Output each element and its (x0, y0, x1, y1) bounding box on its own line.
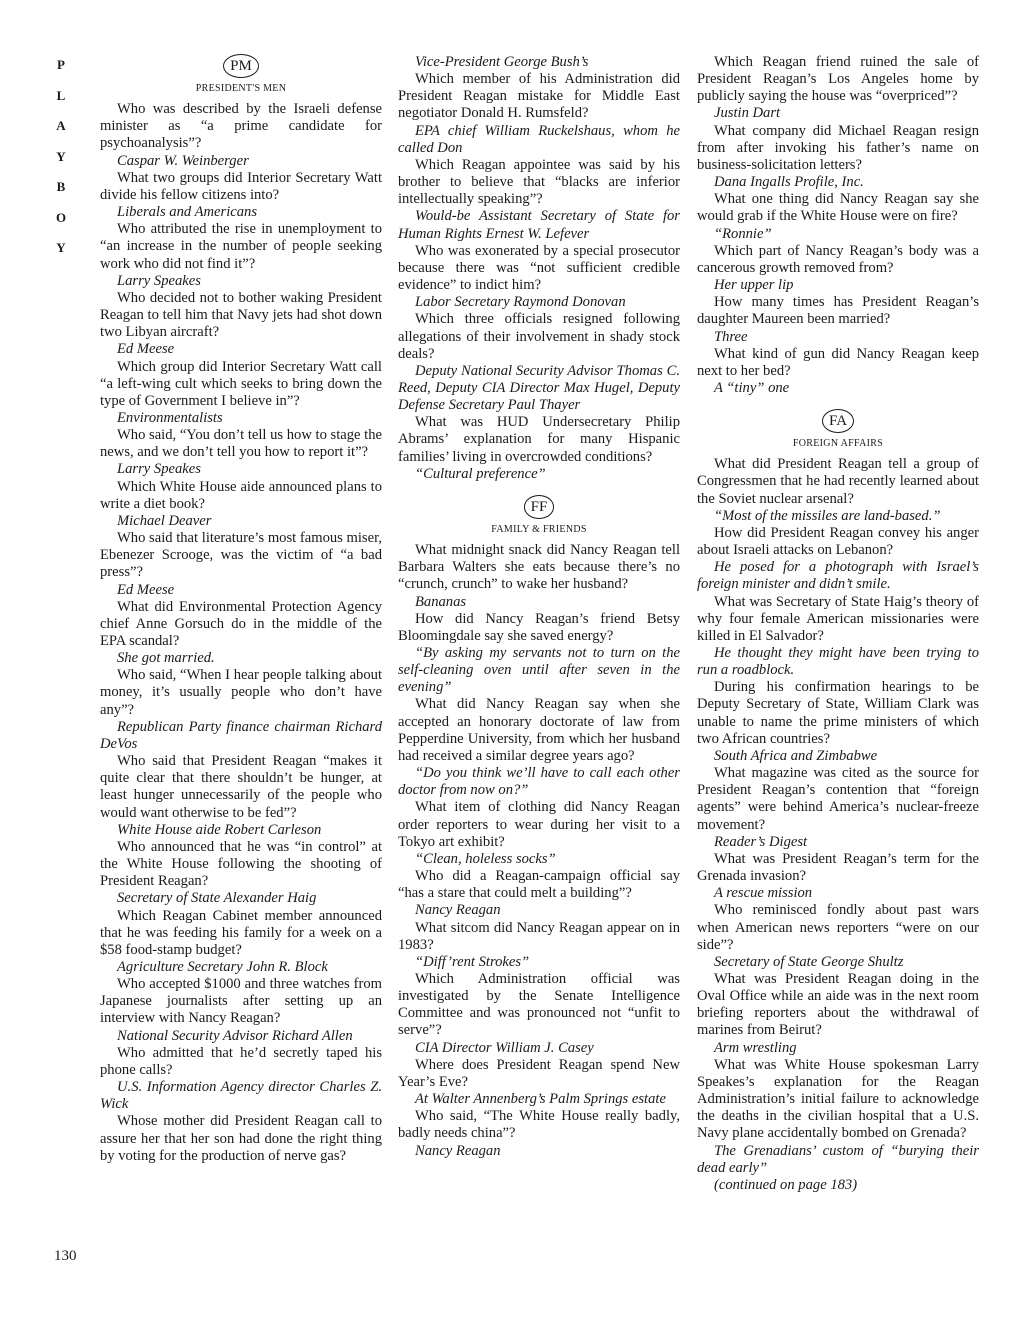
section-label: FAMILY & FRIENDS (491, 523, 587, 535)
answer-text: Michael Deaver (117, 512, 212, 529)
magazine-letter: P (57, 57, 65, 72)
answer-text: Caspar W. Weinberger (117, 152, 249, 169)
magazine-name-vertical (54, 50, 68, 264)
question-text: Who attributed the rise in unemployment to “an increase in the number of people seeking work who did not find it”? (100, 221, 382, 272)
answer-text: Larry Speakes (117, 272, 201, 289)
question-text: What sitcom did Nancy Reagan appear on in 1983? (398, 919, 680, 953)
answer-text: She got married. (117, 650, 215, 667)
answer-text: “Clean, holeless socks” (415, 850, 556, 867)
column-2 (398, 54, 680, 1160)
qa-list (398, 54, 680, 483)
question-text: Which Reagan Cabinet member announced that he was feeding his family for a week on a $58 food-stamp budget? (100, 907, 382, 958)
answer-text: CIA Director William J. Casey (415, 1039, 594, 1056)
answer-text: “Diff’rent Strokes” (415, 953, 530, 970)
answer-text: Arm wrestling (714, 1039, 797, 1056)
question-text: What magazine was cited as the source for President Reagan’s contention that “foreign agents” were behind America’s nuclear-freeze movement? (697, 765, 979, 833)
magazine-letter: O (55, 209, 67, 225)
qa-list (697, 456, 979, 1177)
section-badge: FA (822, 409, 854, 433)
question-text: How did President Reagan convey his anger about Israeli attacks on Lebanon? (697, 524, 979, 559)
question-text: What two groups did Interior Secretary Watt divide his fellow citizens into? (100, 169, 382, 203)
continued-note: (continued on page 183) (714, 1176, 858, 1193)
column-1 (100, 54, 382, 1165)
question-text: Who was described by the Israeli defense minister as “a prime candidate for psychoanalysis”? (100, 101, 382, 152)
magazine-letter: Y (56, 240, 66, 255)
magazine-letter: Y (56, 148, 66, 164)
question-text: Whose mother did President Reagan call to assure her that her son had done the right thing by voting for the production of nerve gas? (100, 1113, 382, 1164)
question-text: What company did Michael Reagan resign from after invoking his father’s name on business-solicitation letters? (697, 122, 979, 173)
page-number: 130 (54, 1248, 77, 1264)
question-text: What did Nancy Reagan say when she accepted an honorary doctorate of law from Pepperdine University, from which her husband had received a similar degree years ago? (398, 696, 680, 764)
answer-text: “By asking my servants not to turn on the self-cleaning oven until after seven in the evening” (398, 645, 680, 696)
question-text: Who accepted $1000 and three watches from Japanese journalists after setting up an interview with Nancy Reagan? (100, 976, 382, 1027)
section-badge: FF (524, 495, 555, 519)
question-text: What item of clothing did Nancy Reagan order reporters to wear during her visit to a Tokyo art exhibit? (398, 799, 680, 850)
answer-text: Justin Dart (714, 105, 781, 122)
magazine-letter: A (56, 118, 66, 133)
question-text: Which group did Interior Secretary Watt call “a left-wing cult which seeks to bring down the type of Government I believe in”? (100, 358, 382, 409)
question-text: Which Administration official was investigated by the Senate Intelligence Committee and was pronounced not “unfit to serve”? (398, 970, 680, 1039)
question-text: Who said, “When I hear people talking about money, it’s usually people who don’t have any”? (100, 667, 382, 718)
question-text: What was HUD Undersecretary Philip Abrams’ explanation for many Hispanic families’ living in overcrowded conditions? (398, 414, 680, 465)
answer-text: “Do you think we’ll have to call each other doctor from now on?” (398, 765, 680, 799)
question-text: Which White House aide announced plans to write a diet book? (100, 478, 382, 512)
column-3 (697, 54, 979, 1194)
magazine-letter: B (56, 179, 66, 194)
answer-text: Larry Speakes (117, 461, 201, 478)
question-text: Which part of Nancy Reagan’s body was a cancerous growth removed from? (697, 242, 979, 276)
answer-text: Bananas (415, 593, 467, 610)
answer-text: “Ronnie” (714, 225, 772, 242)
answer-text: Would-be Assistant Secretary of State for Human Rights Ernest W. Lefever (398, 208, 680, 242)
answer-text: “Most of the missiles are land-based.” (714, 507, 941, 524)
answer-text: The Grenadians’ custom of “burying their dead early” (697, 1142, 979, 1176)
answer-text: EPA chief William Ruckelshaus, whom he called Don (398, 122, 680, 156)
question-text: What was President Reagan doing in the Oval Office while an aide was in the next room briefing reporters about the withdrawal of marines from Beirut? (697, 970, 979, 1039)
answer-text: Republican Party finance chairman Richard DeVos (100, 718, 382, 752)
section-label: FOREIGN AFFAIRS (792, 438, 884, 450)
answer-text: Ed Meese (117, 341, 175, 358)
question-text: Who did a Reagan-campaign official say “has a stare that could melt a building”? (398, 868, 680, 902)
question-text: What was Secretary of State Haig’s theory of why four female American missionaries were killed in El Salvador? (697, 593, 979, 644)
question-text: What kind of gun did Nancy Reagan keep next to her bed? (697, 345, 979, 379)
answer-text: White House aide Robert Carleson (117, 821, 322, 838)
answer-text: “Cultural preference” (415, 465, 546, 482)
answer-text: U.S. Information Agency director Charles Z. Wick (100, 1079, 382, 1113)
question-text: Who reminisced fondly about past wars when American news reporters “were on our side”? (697, 902, 979, 953)
answer-text: National Security Advisor Richard Allen (117, 1027, 353, 1044)
answer-text: Dana Ingalls Profile, Inc. (714, 174, 864, 191)
question-text: What midnight snack did Nancy Reagan tell Barbara Walters she eats because there’s no “crunch, crunch” to wake her husband? (398, 542, 680, 593)
question-text: How many times has President Reagan’s daughter Maureen been married? (697, 294, 979, 328)
answer-text: He thought they might have been trying to run a roadblock. (697, 645, 979, 679)
answer-text: Nancy Reagan (415, 902, 501, 919)
question-text: Which Reagan friend ruined the sale of President Reagan’s Los Angeles home by publicly saying the house was “overpriced”? (697, 54, 979, 105)
answer-text: Her upper lip (714, 277, 794, 294)
question-text: Who admitted that he’d secretly taped his phone calls? (100, 1044, 382, 1078)
question-text: What one thing did Nancy Reagan say she would grab if the White House were on fire? (697, 191, 979, 225)
qa-list (697, 54, 979, 397)
answer-text: Secretary of State Alexander Haig (117, 890, 317, 907)
question-text: What was White House spokesman Larry Speakes’s explanation for the Reagan Administration’s initial failure to acknowledge the deaths in the civilian hospital that a U.S. Navy plane accidentally bombed on Grenada? (697, 1056, 979, 1142)
answer-text: At Walter Annenberg’s Palm Springs estate (415, 1091, 666, 1108)
question-text: Who said that literature’s most famous miser, Ebenezer Scrooge, was the victim of “a bad press”? (100, 530, 382, 581)
question-text: How did Nancy Reagan’s friend Betsy Bloomingdale say she saved energy? (398, 610, 680, 644)
section-header-family-friends (398, 495, 680, 538)
question-text: Which Reagan appointee was said by his brother to believe that “blacks are inferior intellectually speaking”? (398, 156, 680, 208)
answer-text: A “tiny” one (714, 379, 790, 396)
answer-text: Labor Secretary Raymond Donovan (415, 294, 626, 311)
qa-list (398, 542, 680, 1160)
question-text: During his confirmation hearings to be Deputy Secretary of State, William Clark was unable to name the prime ministers of which two African countries? (697, 679, 979, 747)
answer-text: Secretary of State George Shultz (714, 953, 904, 970)
answer-text: Reader’s Digest (714, 833, 808, 850)
magazine-letter: L (56, 87, 66, 103)
question-text: Who said that President Reagan “makes it quite clear that there shouldn’t be hunger, at least hunger unnecessarily of the people who would want otherwise to be fed”? (100, 753, 382, 821)
answer-text: Three (714, 328, 748, 345)
answer-text: Ed Meese (117, 581, 175, 598)
answer-text: A rescue mission (714, 885, 813, 902)
section-header-foreign-affairs (697, 409, 979, 452)
question-text: Who said, “You don’t tell us how to stage the news, and we don’t tell you how to report it”? (100, 427, 382, 461)
question-text: Which member of his Administration did President Reagan mistake for Middle East negotiator Donald H. Rumsfeld? (398, 71, 680, 122)
section-label: PRESIDENT'S MEN (195, 83, 287, 94)
question-text: Which three officials resigned following allegations of their involvement in shady stock deals? (398, 311, 680, 362)
question-text: Where does President Reagan spend New Year’s Eve? (398, 1056, 680, 1090)
question-text: Who said, “The White House really badly, badly needs china”? (398, 1108, 680, 1142)
answer-text: Agriculture Secretary John R. Block (117, 958, 328, 975)
section-header-presidents-men (100, 54, 382, 97)
question-text: What did President Reagan tell a group of Congressmen that he had recently learned about the Soviet nuclear arsenal? (697, 456, 979, 507)
answer-text: Liberals and Americans (117, 204, 257, 221)
question-text: What was President Reagan’s term for the Grenada invasion? (697, 850, 979, 885)
question-text: Who decided not to bother waking President Reagan to tell him that Navy jets had shot down two Libyan aircraft? (100, 289, 382, 341)
answer-text: Nancy Reagan (415, 1142, 501, 1159)
answer-text: Vice-President George Bush’s (415, 54, 589, 70)
question-text: Who announced that he was “in control” at the White House following the shooting of President Reagan? (100, 838, 382, 890)
qa-list (100, 101, 382, 1165)
question-text: What did Environmental Protection Agency chief Anne Gorsuch do in the middle of the EPA scandal? (100, 598, 382, 649)
answer-text: He posed for a photograph with Israel’s foreign minister and didn’t smile. (697, 559, 979, 593)
question-text: Who was exonerated by a special prosecutor because there was “not sufficient credible evidence” to indict him? (398, 242, 680, 294)
answer-text: Environmentalists (117, 409, 223, 426)
answer-text: South Africa and Zimbabwe (714, 747, 878, 764)
answer-text: Deputy National Security Advisor Thomas C. Reed, Deputy CIA Director Max Hugel, Deputy Defense Secretary Paul Thayer (398, 362, 680, 414)
section-badge: PM (223, 54, 259, 78)
